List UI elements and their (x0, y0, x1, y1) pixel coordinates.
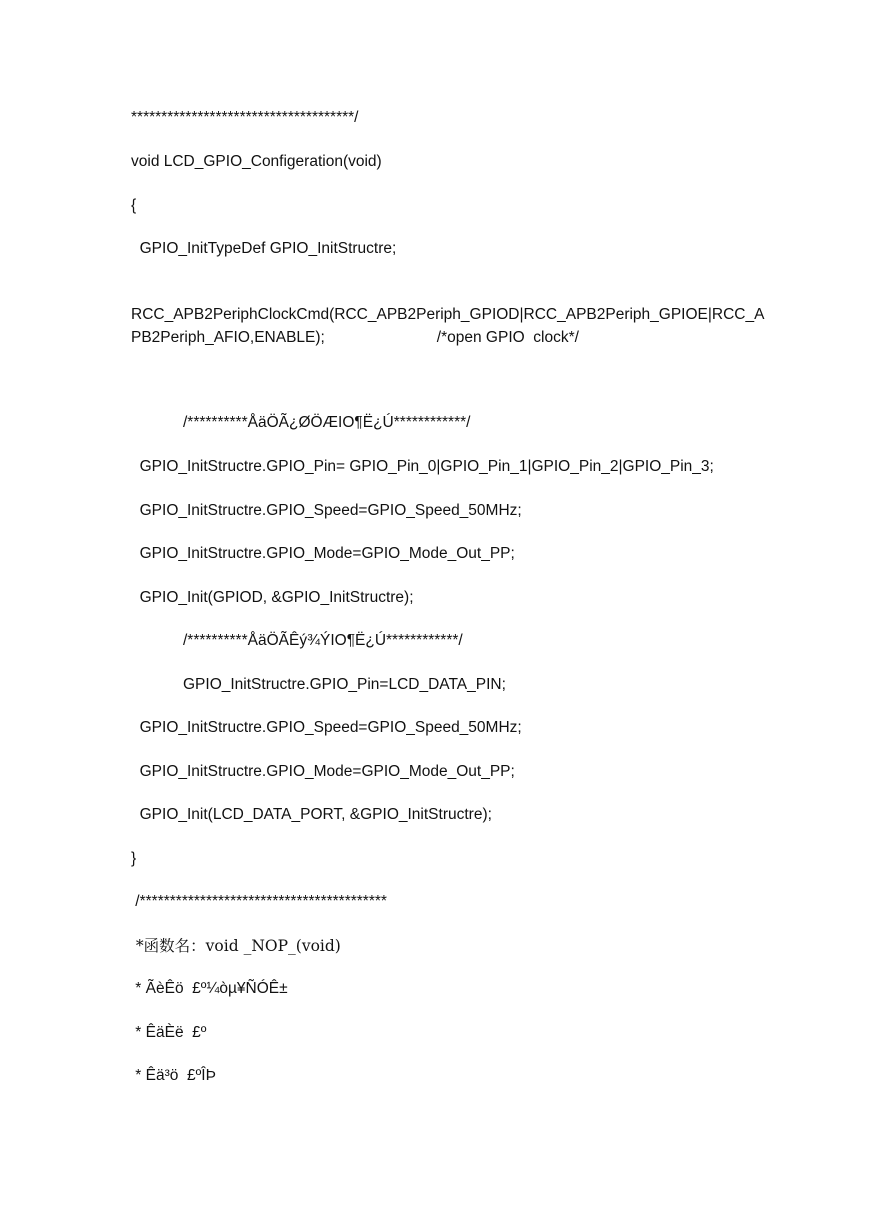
code-line-gpio-pin: GPIO_InitStructre.GPIO_Pin= GPIO_Pin_0|GPIO_Pin_1|GPIO_Pin_2|GPIO_Pin_3; (131, 458, 714, 475)
code-line-gpio-init-1: GPIO_Init(GPIOD, &GPIO_InitStructre); (131, 589, 414, 606)
code-line-gpio-mode-2: GPIO_InitStructre.GPIO_Mode=GPIO_Mode_Out_PP; (131, 763, 515, 780)
code-line-input: * ÊäÈë £º (131, 1024, 207, 1041)
code-line-rcc-1: RCC_APB2PeriphClockCmd(RCC_APB2Periph_GPIOD|RCC_APB2Periph_GPIOE|RCC_A (131, 306, 765, 323)
code-line-gpio-speed-2: GPIO_InitStructre.GPIO_Speed=GPIO_Speed_50MHz; (131, 719, 522, 736)
code-line-typedef: GPIO_InitTypeDef GPIO_InitStructre; (131, 240, 397, 257)
code-line-comment-start: /***************************************** (131, 893, 387, 910)
code-line-rcc-2: PB2Periph_AFIO,ENABLE); /*open GPIO clock*/ (131, 329, 579, 346)
code-line-function-signature: void LCD_GPIO_Configeration(void) (131, 153, 382, 170)
code-line-gpio-init-2: GPIO_Init(LCD_DATA_PORT, &GPIO_InitStructre); (131, 806, 492, 823)
code-line-output: * Êä³ö £ºÎÞ (131, 1067, 216, 1084)
code-line-gpio-mode-1: GPIO_InitStructre.GPIO_Mode=GPIO_Mode_Out_PP; (131, 545, 515, 562)
code-line-comment-control-io: /**********ÅäÖÃ¿ØÖÆIO¶Ë¿Ú************/ (183, 414, 471, 431)
code-line-description: * ÃèÊö £º¼òµ¥ÑÓÊ± (131, 980, 288, 997)
code-line-close-brace: } (131, 850, 137, 867)
code-line-open-brace: { (131, 197, 137, 214)
code-line-data-pin: GPIO_InitStructre.GPIO_Pin=LCD_DATA_PIN; (183, 676, 506, 693)
code-line-comment-data-io: /**********ÅäÖÃÊý¾ÝIO¶Ë¿Ú************/ (183, 632, 463, 649)
code-line-function-name: *函数名：void _NOP_(void) (131, 937, 341, 955)
code-line-stars: *************************************/ (131, 109, 359, 126)
code-line-gpio-speed-1: GPIO_InitStructre.GPIO_Speed=GPIO_Speed_50MHz; (131, 502, 522, 519)
